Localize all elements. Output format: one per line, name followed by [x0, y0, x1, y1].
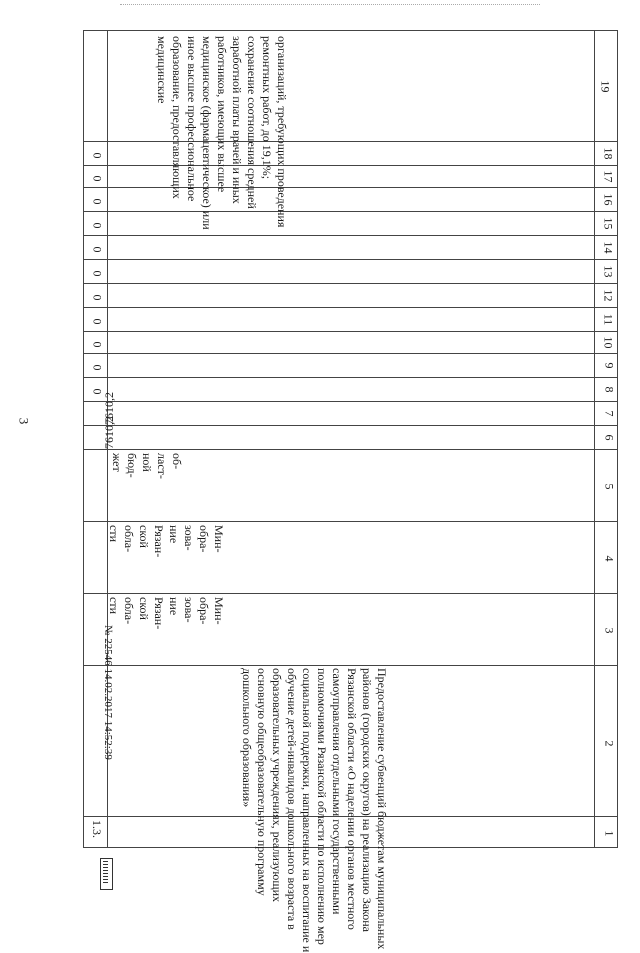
cell-col-18: 0	[90, 152, 105, 159]
cell-col-13: 0	[90, 270, 105, 277]
top-dots	[120, 4, 540, 9]
col-sep-8-9	[84, 377, 617, 378]
cell-col-15: 0	[90, 222, 105, 229]
header-col-5: 5	[602, 483, 617, 490]
header-col-18: 18	[601, 147, 616, 160]
col-sep-3-4	[84, 593, 617, 594]
header-col-12: 12	[601, 289, 616, 302]
cell-col-9: 0	[90, 364, 105, 371]
header-col-19: 19	[598, 80, 613, 93]
col-sep-5-6	[84, 449, 617, 450]
col-sep-7-8	[84, 401, 617, 402]
footer-registration: № 22546 14.02.2017 14:52:39	[102, 625, 114, 760]
header-col-6: 6	[602, 434, 617, 441]
header-right-sep	[594, 31, 595, 847]
header-col-16: 16	[601, 193, 616, 206]
col-sep-12-13	[84, 283, 617, 284]
col-sep-6-7	[84, 425, 617, 426]
data-table	[83, 30, 618, 953]
barcode-icon	[100, 858, 113, 890]
header-col-8: 8	[602, 386, 617, 393]
cell-col-16: 0	[90, 198, 105, 205]
header-col-3: 3	[602, 627, 617, 634]
header-col-9: 9	[602, 362, 617, 369]
header-col-10: 10	[601, 336, 616, 349]
cell-col-7: 7610,2	[102, 392, 116, 425]
col-sep-13-14	[84, 259, 617, 260]
cell-col-11: 0	[90, 318, 105, 325]
cell-col-2: Предоставление субвенций бюджетам муниципальных районов (городских округов) на реализацию Закона Рязанской области «О наделении органов местного самоуправления отдельными государственными полномочиями Рязанской области по исполнению мер социальной поддержки, направленных на воспитание и обучение детей-инвалидов дошкольного возраста в образовательных учреждениях, реализующих основную общеобразовательную программу дошкольного образования»	[240, 668, 389, 953]
header-col-2: 2	[602, 740, 617, 747]
cell-col-4: Мин- обра- зова- ние Рязан- ской обла- сти	[107, 525, 226, 558]
footer-stamp	[100, 625, 112, 895]
col-sep-4-5	[84, 521, 617, 522]
header-col-15: 15	[601, 217, 616, 230]
cell-col-6: 7610,2	[102, 416, 116, 449]
header-col-1: 1	[602, 830, 617, 837]
cell-col-1: 1.3.	[90, 820, 104, 838]
header-col-11: 11	[601, 313, 616, 326]
header-col-14: 14	[601, 241, 616, 254]
cell-col-5: об- ласт- ной бюд- жет	[110, 453, 184, 479]
cell-col-8: 0	[90, 388, 105, 395]
col-sep-10-11	[84, 331, 617, 332]
cell-col-19: организаций, требующих проведения ремонтных работ, до 19,1%; сохранение соотношения средней заработной платы врачей и иных работников, имеющих высшее медицинское (фармацевтическое) или иное высшее профессиональное образование, предоставляющих медицинские	[155, 36, 289, 230]
col-sep-9-10	[84, 353, 617, 354]
cell-col-14: 0	[90, 246, 105, 253]
header-col-4: 4	[602, 555, 617, 562]
header-col-17: 17	[601, 170, 616, 183]
col-sep-11-12	[84, 307, 617, 308]
cell-col-12: 0	[90, 294, 105, 301]
page-number: 3	[16, 417, 32, 425]
col-sep-2-3	[84, 665, 617, 666]
cell-col-17: 0	[90, 175, 105, 182]
cell-col-3: Мин- обра- зова- ние Рязан- ской обла- сти	[107, 597, 226, 630]
cell-col-10: 0	[90, 341, 105, 348]
header-col-13: 13	[601, 265, 616, 278]
header-col-7: 7	[602, 410, 617, 417]
